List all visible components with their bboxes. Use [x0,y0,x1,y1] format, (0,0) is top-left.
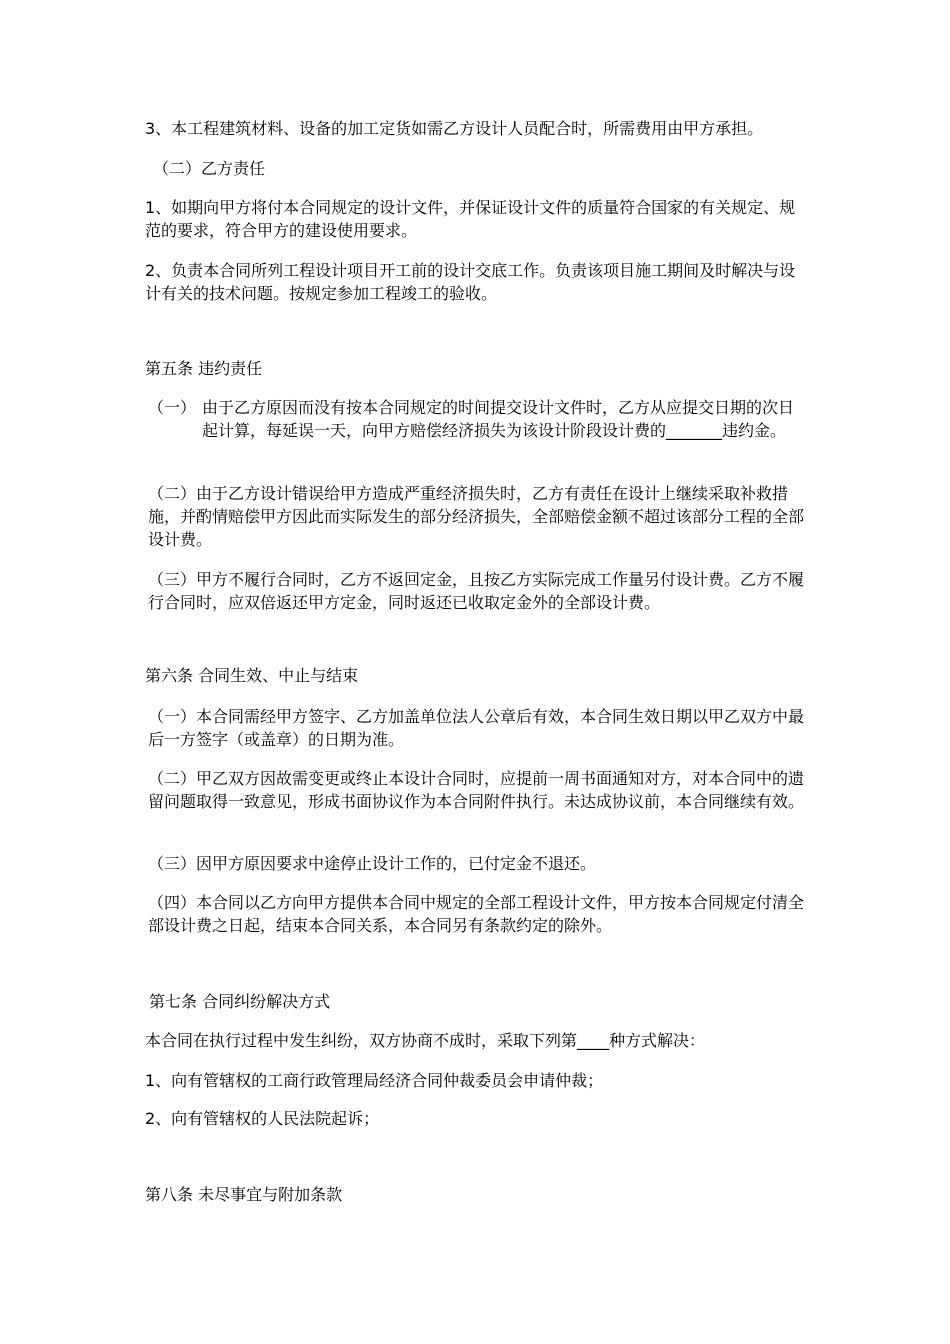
clause-paragraph: 2、向有管辖权的人民法院起诉； [145,1109,380,1128]
clause-paragraph: （三）因甲方原因要求中途停止设计工作的，已付定金不退还。 [148,854,597,873]
clause-paragraph: （二）甲乙双方因故需变更或终止本设计合同时，应提前一周书面通知对方，对本合同中的遗留问题取得一致意见，形成书面协议作为本合同附件执行。未达成协议前，本合同继续有效。 [148,769,805,811]
clause-body: 由于乙方原因而没有按本合同规定的时间提交设计文件时，乙方从应提交日期的次日起计算，每延误一天，向甲方赔偿经济损失为该设计阶段设计费的_______违约金。 [202,398,795,440]
section-subheading: （二）乙方责任 [153,159,266,178]
clause-label: （一） [148,398,197,417]
clause-paragraph: 1、如期向甲方将付本合同规定的设计文件，并保证设计文件的质量符合国家的有关规定、规范的要求，符合甲方的建设使用要求。 [145,198,796,240]
clause-paragraph-hanging [148,396,808,442]
clause-paragraph: （二）由于乙方设计错误给甲方造成严重经济损失时，乙方有责任在设计上继续采取补救措施，并酌情赔偿甲方因此而实际发生的部分经济损失，全部赔偿金额不超过该部分工程的全部设计费。 [148,484,805,549]
clause-paragraph: （一）本合同需经甲方签字、乙方加盖单位法人公章后有效，本合同生效日期以甲乙双方中最后一方签字（或盖章）的日期为准。 [148,707,805,749]
clause-paragraph: 3、本工程建筑材料、设备的加工定货如需乙方设计人员配合时，所需费用由甲方承担。 [145,119,764,138]
clause-paragraph: 2、负责本合同所列工程设计项目开工前的设计交底工作。负责该项目施工期间及时解决与设计有关的技术问题。按规定参加工程竣工的验收。 [145,261,796,303]
clause-paragraph: 本合同在执行过程中发生纠纷，双方协商不成时，采取下列第____种方式解决： [145,1031,706,1050]
article-heading: 第七条 合同纠纷解决方式 [149,992,331,1011]
article-heading: 第五条 违约责任 [145,359,263,378]
clause-paragraph: 1、向有管辖权的工商行政管理局经济合同仲裁委员会申请仲裁； [145,1071,604,1090]
clause-paragraph: （四）本合同以乙方向甲方提供本合同中规定的全部工程设计文件，甲方按本合同规定付清全部设计费之日起，结束本合同关系，本合同另有条款约定的除外。 [148,893,805,935]
clause-paragraph: （三）甲方不履行合同时，乙方不返回定金，且按乙方实际完成工作量另付设计费。乙方不履行合同时，应双倍返还甲方定金，同时返还已收取定金外的全部设计费。 [148,570,805,612]
article-heading: 第六条 合同生效、中止与结束 [145,666,359,685]
article-heading: 第八条 未尽事宜与附加条款 [145,1185,343,1204]
